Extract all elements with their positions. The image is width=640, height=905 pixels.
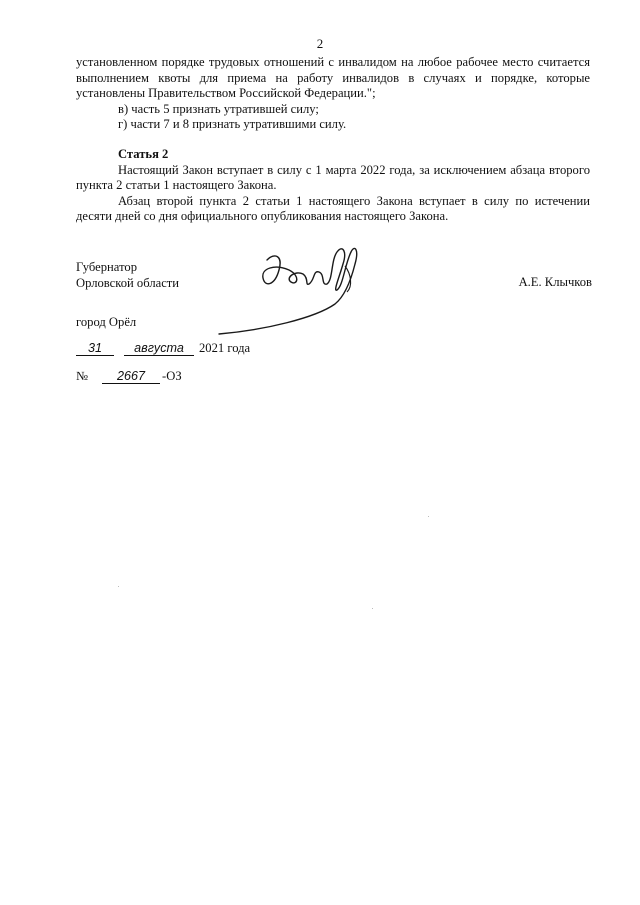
date-line: [76, 341, 250, 356]
paragraph-continuation: установленном порядке трудовых отношений с инвалидом на любое рабочее место считается выполнением квоты для приема на работу инвалидов в случаях и порядке, которые установлены Правительством Российской Федерации.";: [76, 55, 590, 101]
paragraph-item-g: г) части 7 и 8 признать утратившими силу.: [118, 117, 347, 132]
governor-title: [76, 259, 179, 291]
law-number: 2667: [102, 369, 160, 384]
scan-speck: [372, 608, 373, 609]
document-body: [76, 55, 590, 225]
governor-name: А.Е. Клычков: [518, 275, 592, 289]
paragraph-item-v: в) часть 5 признать утратившей силу;: [118, 101, 319, 116]
governor-title-line1: Губернатор: [76, 260, 137, 274]
page-number: 2: [316, 36, 324, 51]
law-number-line: [76, 369, 182, 384]
city: город Орёл: [76, 315, 137, 329]
date-year: 2021 года: [199, 341, 251, 355]
scan-speck: [118, 586, 119, 587]
governor-title-line2: Орловской области: [76, 276, 180, 290]
number-suffix: -ОЗ: [162, 369, 182, 383]
handwritten-signature: [205, 230, 380, 350]
article-heading: Статья 2: [118, 146, 169, 161]
scan-speck: [428, 516, 429, 517]
date-day: 31: [76, 341, 114, 356]
date-month: августа: [124, 341, 194, 356]
article-paragraph-2: Абзац второй пункта 2 статьи 1 настоящего Закона вступает в силу по истечении десяти дней со дня официального опубликования настоящего Закона.: [76, 193, 590, 224]
number-prefix: №: [76, 369, 89, 383]
article-paragraph-1: Настоящий Закон вступает в силу с 1 марта 2022 года, за исключением абзаца второго пункта 2 статьи 1 настоящего Закона.: [76, 162, 590, 193]
